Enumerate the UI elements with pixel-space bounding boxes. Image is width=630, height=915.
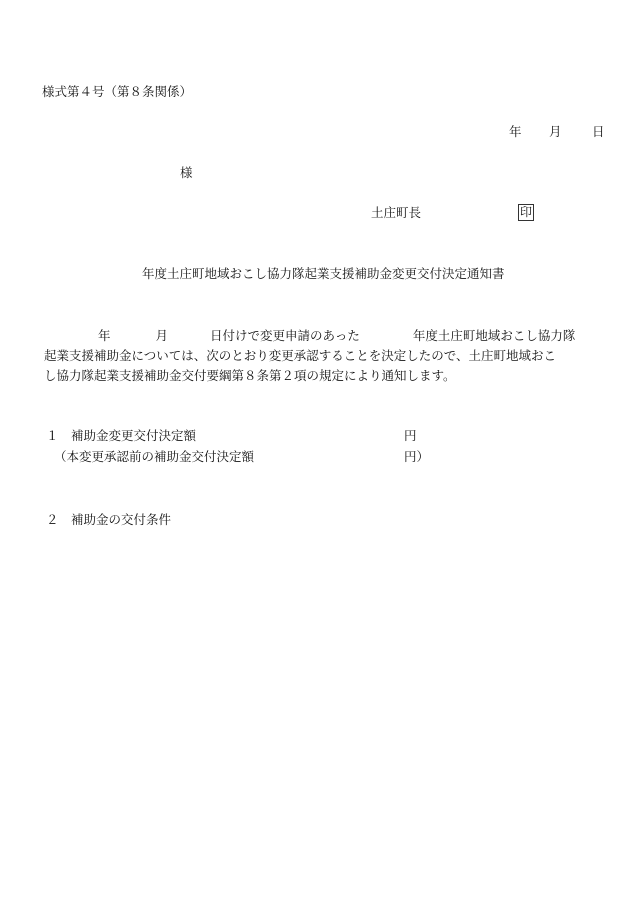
item1-sub-label: （本変更承認前の補助金交付決定額: [54, 449, 255, 464]
item2-label: ２ 補助金の交付条件: [46, 512, 172, 527]
item1-label: １ 補助金変更交付決定額: [46, 428, 197, 443]
date-month-label: 月: [549, 124, 562, 139]
date-year-label: 年: [509, 124, 522, 139]
issuer-name: 土庄町長: [371, 205, 422, 220]
body-line-2: 起業支援補助金については、次のとおり変更承認することを決定したので、土庄町地域おこ: [44, 348, 557, 363]
document-title: 年度土庄町地域おこし協力隊起業支援補助金変更交付決定通知書: [142, 266, 505, 281]
date-day-label: 日: [592, 124, 605, 139]
item1-unit: 円: [404, 428, 417, 443]
addressee-suffix: 様: [180, 165, 193, 180]
body-line1-mid: 日付けで変更申請のあった: [210, 328, 360, 343]
body-paragraph: [44, 326, 606, 386]
form-number: 様式第４号（第８条関係）: [42, 84, 193, 99]
body-line1-end: 年度土庄町地域おこし協力隊: [412, 328, 576, 343]
body-line-3: し協力隊起業支援補助金交付要綱第８条第２項の規定により通知します。: [44, 368, 456, 383]
item1-sub-unit: 円）: [404, 449, 430, 464]
body-year: 年: [98, 328, 111, 343]
body-line-1: [44, 326, 606, 346]
body-month: 月: [155, 328, 169, 343]
seal-mark: 印: [518, 204, 534, 221]
